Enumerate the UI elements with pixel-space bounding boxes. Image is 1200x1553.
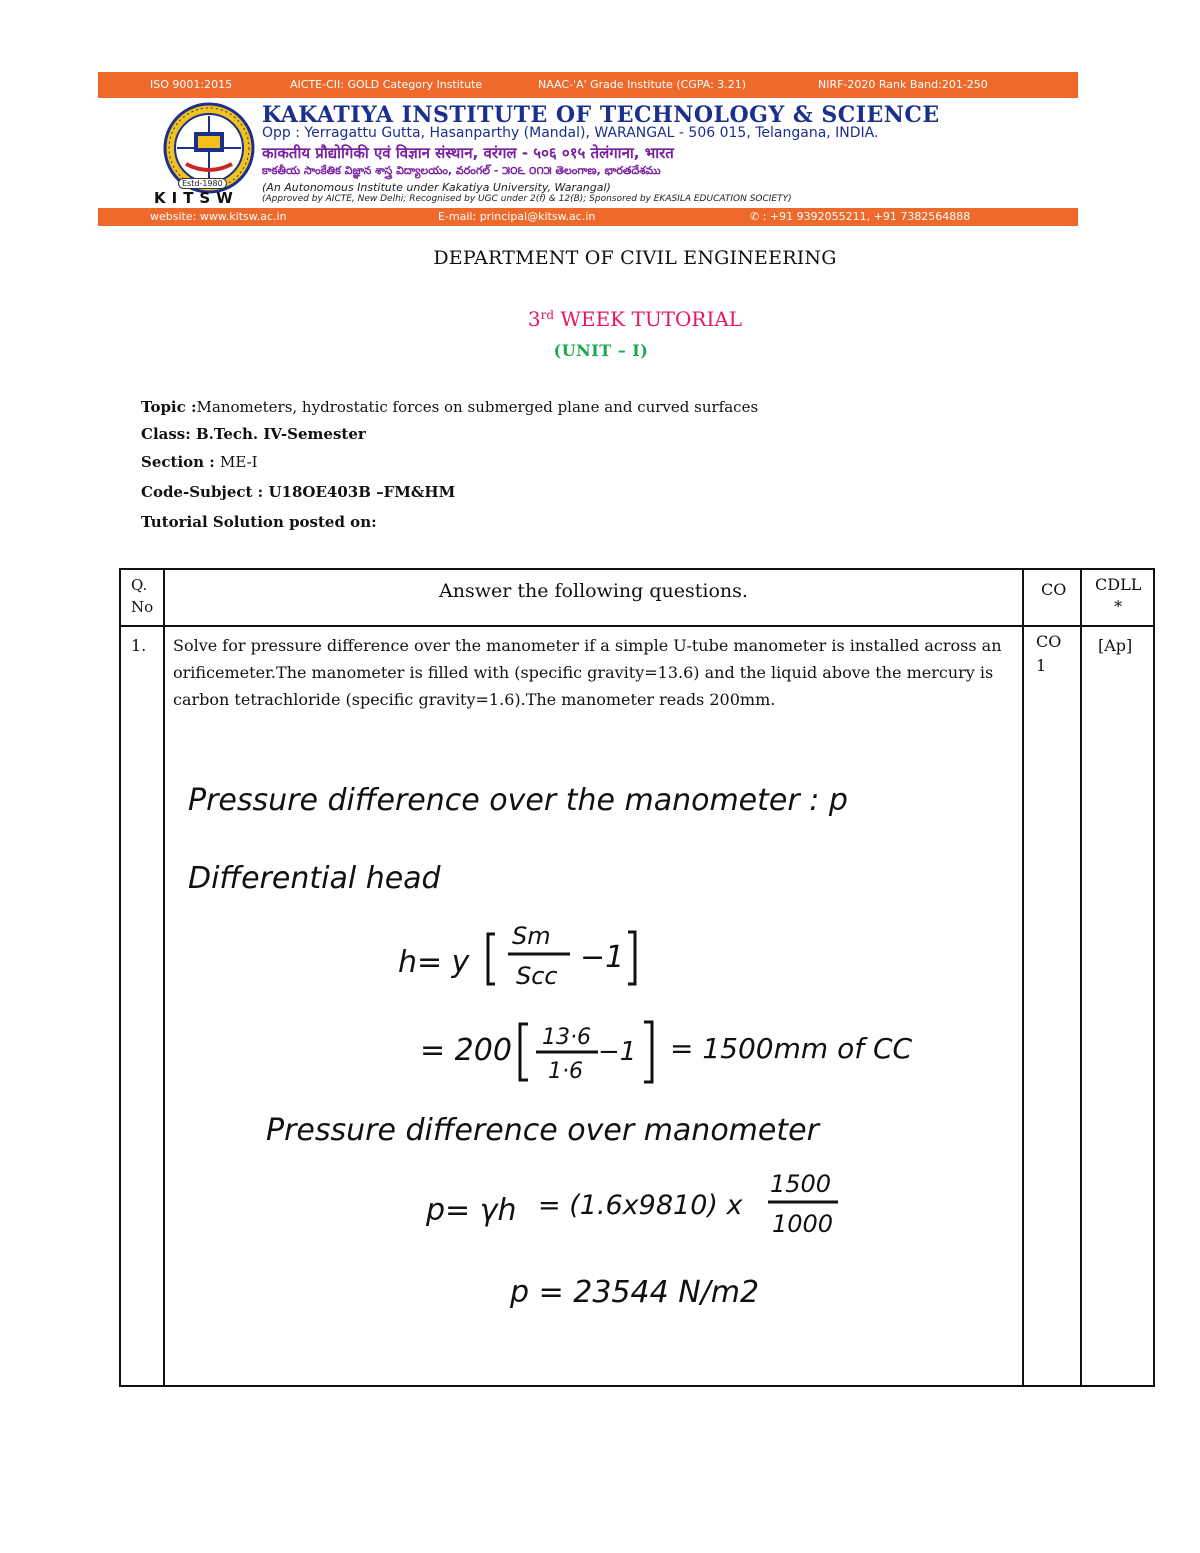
naac-label: NAAC-'A' Grade Institute (CGPA: 3.21) [538,78,747,91]
class-label: Class: B.Tech. IV-Semester [141,425,366,443]
section-line [141,453,258,471]
website-link[interactable]: website: www.kitsw.ac.in [150,210,287,223]
header-question: Answer the following questions. [439,580,748,602]
hw-head-result: = 1500mm of CC [670,1032,913,1065]
hw-p-equation-middle: = (1.6x9810) x [538,1190,743,1221]
code-subject-label: Code-Subject : U18OE403B –FM&HM [141,483,456,501]
column-divider [163,570,165,1385]
hw-frac3-numerator: 1500 [770,1170,832,1198]
header-cdll-line1: CDLL [1095,575,1142,594]
header-cdll-line2: * [1114,597,1123,616]
iso-label: ISO 9001:2015 [150,78,233,91]
hw-frac1-denominator: Scc [516,962,558,990]
contact-bar [98,208,1078,226]
column-divider [1022,570,1024,1385]
hw-line-pressure-difference-2: Pressure difference over manometer [266,1113,819,1148]
row1-cdll: [Ap] [1098,636,1133,655]
institute-address: Opp : Yerragattu Gutta, Hasanparthy (Mandal), WARANGAL - 506 015, Telangana, INDIA. [262,125,879,141]
topic-label: Topic : [141,398,197,416]
email-link[interactable]: E-mail: principal@kitsw.ac.in [438,210,596,223]
solution-posted-label: Tutorial Solution posted on: [141,513,377,531]
hw-frac2-numerator: 13·6 [542,1025,591,1050]
topic-value: Manometers, hydrostatic forces on submerged plane and curved surfaces [196,398,759,416]
section-value: ME-I [220,453,258,471]
hw-p-equation-lhs: p= γh [426,1193,517,1228]
institute-name-hindi: काकतीय प्रौद्योगिकी एवं विज्ञान संस्थान, वरंगल - ५०६ ०१५ तेलंगाना, भारत [262,144,674,162]
institute-name-telugu: కాకతీయ సాంకేతిక విజ్ఞాన శాస్త్ర విద్యాలయం, వరంగల్ - ౫౦౬ ౦౧౫ తెలంగాణ, భారతదేశము [262,164,661,177]
header-divider [121,625,1153,627]
hw-frac1-numerator: Sm [512,922,551,950]
phone-numbers: ✆ : +91 9392055211, +91 7382564888 [750,210,971,223]
row1-co [1036,630,1061,678]
row1-co-line1: CO [1036,632,1062,651]
nirf-label: NIRF-2020 Rank Band:201-250 [818,78,988,91]
column-divider [1080,570,1082,1385]
hw-frac3-denominator: 1000 [772,1210,834,1238]
week-title: WEEK TUTORIAL [554,307,743,331]
header-cdll [1095,574,1141,618]
hw-equals-200: = 200 [420,1033,512,1068]
week-ordinal-suffix: rd [540,308,555,322]
hw-bracket-close-2 [644,1022,652,1082]
row1-question: Solve for pressure difference over the manometer if a simple U-tube manometer is installed across an orificemeter.The manometer is filled with (specific gravity=13.6) and the liquid above the mercury is carbon tetrachloride (specific gravity=1.6).The manometer reads 200mm. [173,636,1002,709]
aicte-label: AICTE-CII: GOLD Category Institute [290,78,483,91]
header-qno-line2: No [131,598,154,616]
section-label: Section : [141,453,221,471]
header-co: CO [1041,580,1067,599]
week-ordinal: 3 [527,307,541,331]
hw-frac2-minus-one: −1 [598,1037,637,1067]
tutorial-heading [0,307,1200,331]
hw-h-equation-lhs: h= y [398,945,470,980]
logo-text: KITSW [154,189,239,207]
hw-line-differential-head: Differential head [188,861,441,896]
header-qno-line1: Q. [131,576,148,594]
hw-line-pressure-difference: Pressure difference over the manometer : p [188,783,848,818]
approval-note: (Approved by AICTE, New Delhi; Recognised by UGC under 2(f) & 12(B); Sponsored by EKASILA EDUCATION SOCIETY) [262,194,792,204]
hw-bracket-open [488,934,495,984]
hw-bracket-close [628,932,635,984]
autonomous-note: (An Autonomous Institute under Kakatiya University, Warangal) [262,181,611,194]
hw-bracket-open-2 [520,1024,528,1080]
topic-line [141,398,758,416]
row1-qno: 1. [131,636,147,655]
hw-p-result: p = 23544 N/m2 [510,1275,760,1310]
handwritten-solution [170,762,930,1337]
class-line [141,425,366,443]
solution-posted-line [141,513,377,531]
code-subject-line [141,483,455,501]
hw-frac2-denominator: 1·6 [548,1059,583,1084]
hw-frac1-minus-one: −1 [580,940,625,975]
letterhead [98,72,1078,226]
estd-label: Estd-1980 [178,178,227,189]
institute-name: KAKATIYA INSTITUTE OF TECHNOLOGY & SCIENCE [262,102,940,128]
row1-co-line2: 1 [1036,656,1047,675]
accreditation-bar [98,72,1078,98]
department-heading: DEPARTMENT OF CIVIL ENGINEERING [433,247,837,269]
header-qno [131,574,153,618]
unit-heading: (UNIT – I) [553,341,649,360]
